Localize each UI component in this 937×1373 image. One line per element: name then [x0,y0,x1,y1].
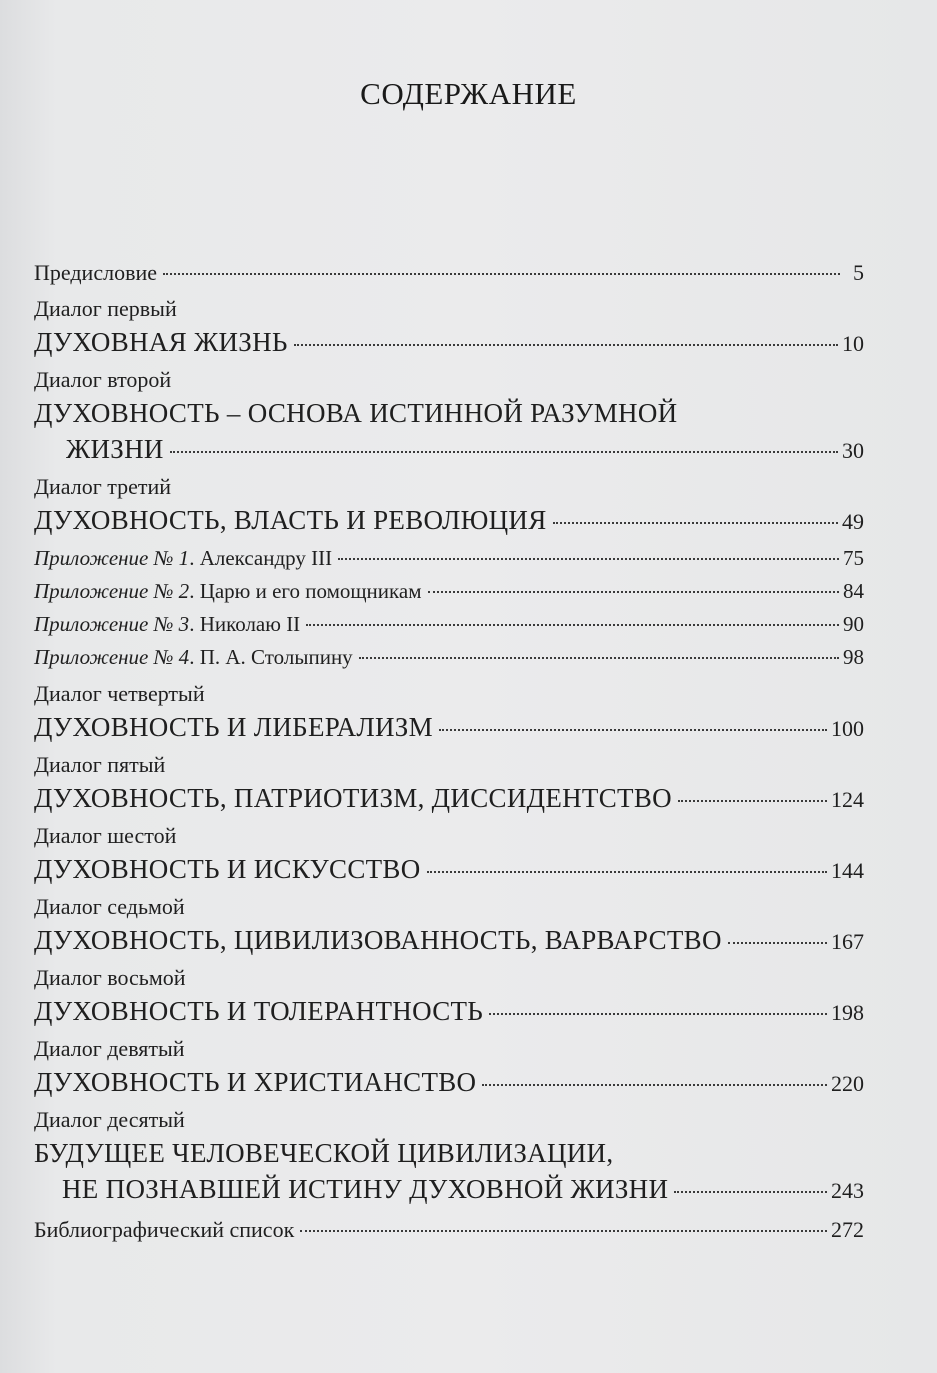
toc-entry-dialog-5 [34,749,864,816]
dot-leader [678,800,827,802]
dialog-title: ДУХОВНОСТЬ И ИСКУССТВО [34,854,421,884]
dialog-label: Диалог восьмой [34,965,186,990]
page-number: 75 [843,546,864,570]
dialog-title-line-1: ДУХОВНОСТЬ – ОСНОВА ИСТИННОЙ РАЗУМНОЙ [34,398,678,428]
dot-leader [170,451,838,453]
dialog-label: Диалог пятый [34,752,166,777]
dialog-title-row [34,1064,864,1100]
dialog-title: ДУХОВНОСТЬ, ВЛАСТЬ И РЕВОЛЮЦИЯ [34,505,547,535]
dialog-label: Диалог второй [34,367,172,392]
page-number: 10 [842,331,864,356]
toc-entry-bibliography [34,1213,864,1246]
page-number: 84 [843,579,864,603]
dialog-title-row [34,1171,864,1207]
dialog-label: Диалог девятый [34,1036,185,1061]
toc-entry-appendix-3 [34,608,864,641]
page-number: 49 [842,509,864,534]
toc-entry-dialog-8 [34,962,864,1029]
appendix-title: П. А. Столыпину [199,645,353,669]
dialog-title: ДУХОВНОСТЬ И ТОЛЕРАНТНОСТЬ [34,996,484,1026]
appendix-prefix: Приложение № 1 [34,546,190,570]
dialog-label: Диалог третий [34,474,172,499]
dialog-title: ДУХОВНОСТЬ И ЛИБЕРАЛИЗМ [34,712,433,742]
page-number: 198 [831,1000,864,1025]
dot-leader [338,558,839,560]
appendix-entry: Приложение № 1. Александру III [34,546,333,570]
dialog-title-row [34,851,864,887]
appendix-prefix: Приложение № 2 [34,579,190,603]
page-number: 90 [843,612,864,636]
dialog-title: ДУХОВНАЯ ЖИЗНЬ [34,327,288,357]
page-number: 167 [831,929,864,954]
entry-label: Библиографический список [34,1217,295,1242]
page-number: 30 [842,438,864,463]
entry-label: Предисловие [34,260,157,285]
appendix-prefix: Приложение № 3 [34,612,190,636]
dialog-label: Диалог первый [34,296,177,321]
page-number: 5 [853,260,864,285]
dialog-title-row [34,431,864,467]
dialog-label: Диалог шестой [34,823,177,848]
dialog-title: ДУХОВНОСТЬ, ЦИВИЛИЗОВАННОСТЬ, ВАРВАРСТВО [34,925,722,955]
table-of-contents [34,256,864,1246]
toc-entry-appendix-1 [34,542,864,575]
dialog-title: ДУХОВНОСТЬ И ХРИСТИАНСТВО [34,1067,477,1097]
dot-leader [439,729,827,731]
dot-leader [728,942,827,944]
toc-entry-dialog-3 [34,471,864,538]
appendix-title: Александру III [199,546,333,570]
dot-leader [359,657,839,659]
dot-leader [294,344,838,346]
toc-entry-dialog-2 [34,364,864,467]
page-number: 124 [831,787,864,812]
dialog-title-line-2: НЕ ПОЗНАВШЕЙ ИСТИНУ ДУХОВНОЙ ЖИЗНИ [62,1174,669,1204]
appendix-prefix: Приложение № 4 [34,645,190,669]
dialog-title-row [34,780,864,816]
dot-leader [482,1084,827,1086]
appendix-title: Николаю II [199,612,301,636]
appendix-entry: Приложение № 3. Николаю II [34,612,301,636]
dialog-title-row [34,324,864,360]
dialog-label: Диалог десятый [34,1107,185,1132]
dot-leader [674,1191,827,1193]
toc-entry-appendix-2 [34,575,864,608]
dot-leader [300,1230,827,1232]
page-number: 144 [831,858,864,883]
toc-entry-dialog-10 [34,1104,864,1207]
page-number: 272 [831,1217,864,1242]
dot-leader [428,591,839,593]
dialog-title-row [34,709,864,745]
toc-entry-appendix-4 [34,641,864,674]
dot-leader [489,1013,827,1015]
toc-entry-dialog-1 [34,293,864,360]
dialog-label: Диалог четвертый [34,681,205,706]
dialog-title-row [34,993,864,1029]
dialog-title-row [34,502,864,538]
dot-leader [553,522,838,524]
toc-entry-dialog-9 [34,1033,864,1100]
page-title: СОДЕРЖАНИЕ [360,76,577,111]
page-number: 100 [831,716,864,741]
page-number: 98 [843,645,864,669]
dialog-title-line-2: ЖИЗНИ [66,434,164,464]
dialog-title-row [34,922,864,958]
dialog-title-line-1: БУДУЩЕЕ ЧЕЛОВЕЧЕСКОЙ ЦИВИЛИЗАЦИИ, [34,1138,614,1168]
dot-leader [306,624,839,626]
dialog-label: Диалог седьмой [34,894,185,919]
appendix-entry: Приложение № 4. П. А. Столыпину [34,645,353,669]
toc-entry-dialog-6 [34,820,864,887]
page-number: 243 [831,1178,864,1203]
toc-entry-dialog-4 [34,678,864,745]
page-number: 220 [831,1071,864,1096]
toc-entry-preface [34,256,864,289]
appendix-title: Царю и его помощникам [199,579,422,603]
appendix-entry: Приложение № 2. Царю и его помощникам [34,579,422,603]
appendix-list [34,542,864,674]
dialog-title: ДУХОВНОСТЬ, ПАТРИОТИЗМ, ДИССИДЕНТСТВО [34,783,672,813]
dot-leader [163,273,840,275]
toc-entry-dialog-7 [34,891,864,958]
dot-leader [427,871,827,873]
